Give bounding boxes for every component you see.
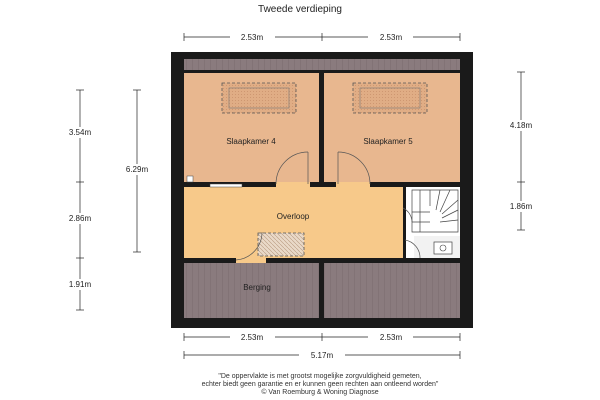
dim-left-1: 3.54m (68, 128, 92, 137)
chimney (187, 176, 193, 182)
disclaimer-line-2: echter biedt geen garantie en er kunnen geen rechten aan ontleend worden" (201, 381, 439, 388)
label-overloop: Overloop (276, 212, 310, 221)
dim-right-1: 4.18m (509, 121, 533, 130)
dim-right-2: 1.86m (509, 202, 533, 211)
disclaimer-line-3: © Van Roemburg & Woning Diagnose (261, 389, 379, 396)
label-berging: Berging (243, 283, 271, 292)
storage-right-floor (324, 263, 460, 318)
dim-left-total: 6.29m (125, 165, 149, 174)
dim-top-right: 2.53m (379, 33, 403, 42)
sink-icon (434, 242, 452, 254)
dim-bottom-left: 2.53m (240, 333, 264, 342)
attic-hatch (258, 233, 304, 256)
dim-left-3: 1.91m (68, 280, 92, 289)
floor-title: Tweede verdieping (258, 4, 342, 15)
label-slaapkamer4: Slaapkamer 4 (226, 137, 276, 146)
roof-strip-top (184, 59, 460, 70)
dim-total-width: 5.17m (310, 351, 334, 360)
radiator (210, 184, 242, 187)
dimension-top (184, 33, 460, 41)
label-slaapkamer5: Slaapkamer 5 (363, 137, 413, 146)
dim-top-left: 2.53m (240, 33, 264, 42)
skylight-slaapkamer4 (222, 83, 296, 113)
dim-left-2: 2.86m (68, 214, 92, 223)
dim-bottom-right: 2.53m (379, 333, 403, 342)
dimension-left (76, 90, 141, 310)
skylight-slaapkamer5 (353, 83, 427, 113)
disclaimer-line-1: "De oppervlakte is met grootst mogelijke zorgvuldigheid gemeten, (218, 373, 422, 380)
